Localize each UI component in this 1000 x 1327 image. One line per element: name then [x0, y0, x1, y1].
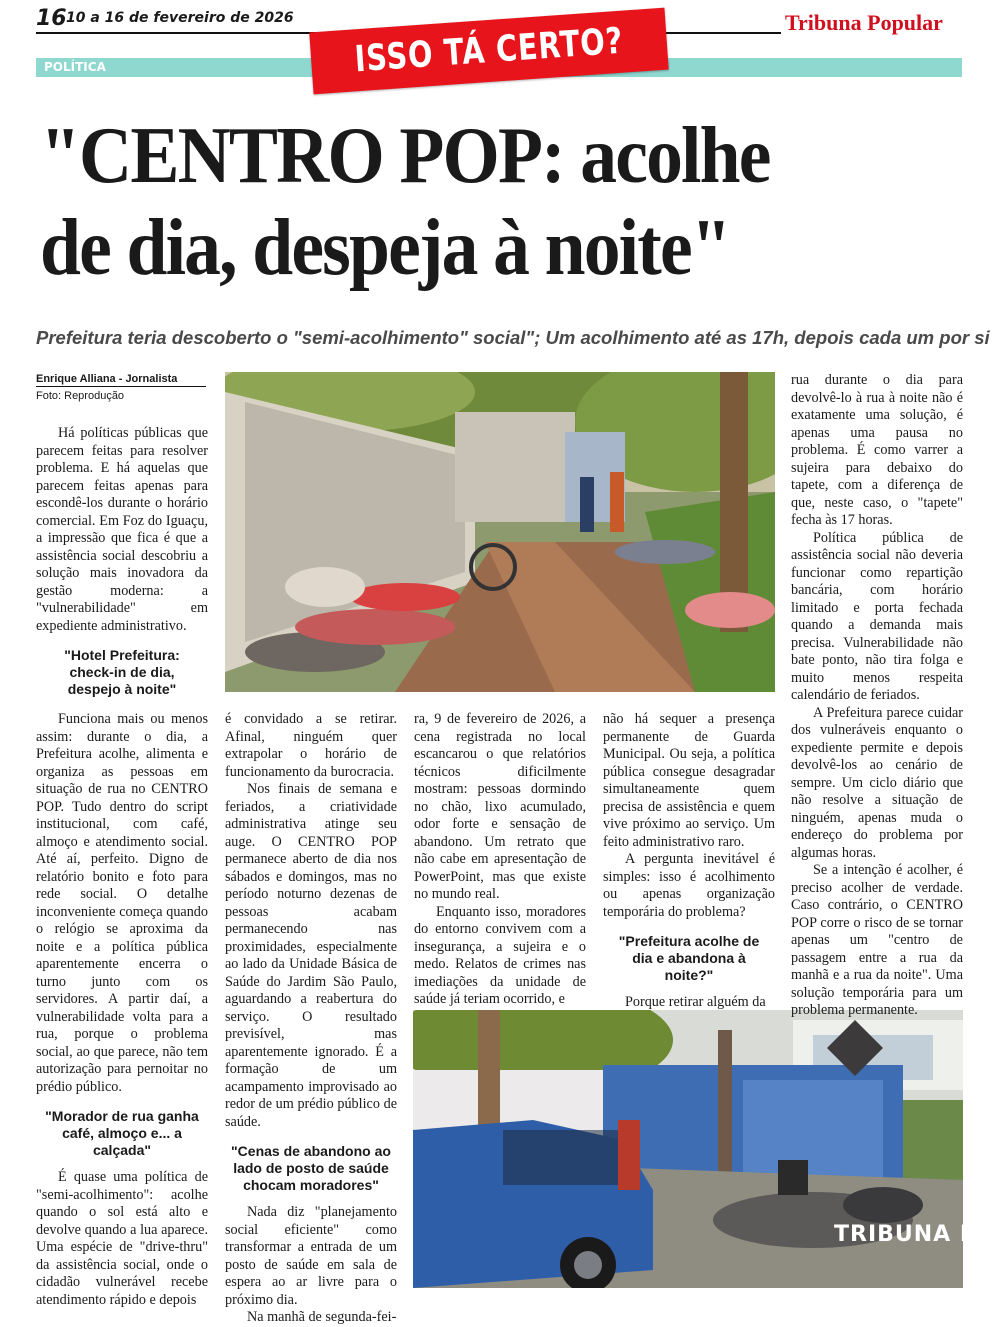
paragraph: Enquanto isso, moradores do entorno convivem com a insegurança, a sujeira e o medo. Relatos de crimes nas imediações da unidade de saúde já teriam ocorrido, e — [414, 903, 586, 1007]
paragraph: Se a intenção é acolher, é preciso acolher de verdade. Caso contrário, o CENTRO POP corre o risco de se tornar apenas um "centro de passagem entre a rua da manhã e a rua da noite". Uma solução temporária para um problema permanente. — [791, 862, 963, 1018]
paragraph: é convidado a se retirar. Afinal, ninguém quer extrapolar o horário de funcionamento da burocracia. — [225, 711, 397, 780]
paragraph: Porque retirar alguém da — [625, 994, 766, 1010]
subtitle: "Hotel Prefeitura: check-in de dia, despejo à noite" — [64, 647, 180, 697]
headline-line-1: "CENTRO POP: acolhe — [40, 112, 770, 200]
top-photo — [225, 372, 775, 692]
paragraph: Nada diz "planejamento social eficiente" como transformar a entrada de um posto de saúde em sala de espera ao ar livre para o próximo dia. — [225, 1204, 397, 1308]
column-1 — [36, 711, 208, 1309]
photo-credit: Foto: Reprodução — [36, 390, 125, 402]
column-4 — [603, 711, 775, 1012]
column-3 — [414, 711, 586, 1009]
paragraph: rua durante o dia para devolvê-lo à rua à noite não é exatamente uma solução, é apenas uma pausa no problema. É como varrer a sujeira para debaixo do tapete, com a diferença de que, neste caso, o "tapete" fecha às 17 horas. — [791, 372, 963, 528]
byline-author: Enrique Alliana - Jornalista — [36, 373, 178, 385]
paragraph: Política pública de assistência social não deveria funcionar como repartição bancária, com horário limitado e porta fechada quando a demanda mais precisa. Vulnerabilidade não bate ponto, não tira folga e muito menos respeita calendário de feriados. — [791, 529, 963, 703]
page-number: 16 — [36, 6, 67, 31]
street-scene-illustration — [225, 372, 775, 692]
column-5 — [791, 372, 963, 1020]
stamp-banner — [309, 8, 668, 95]
stamp-text: ISSO TÁ CERTO? — [353, 20, 625, 81]
headline-line-2: de dia, despeja à noite" — [40, 204, 730, 292]
paragraph: Funciona mais ou menos assim: durante o dia, a Prefeitura acolhe, alimenta e organiza as pessoas em situação de rua no CENTRO POP. Tudo dentro do script institucional, com café, almoço e atendimento social. Até aí, perfeito. Digno de relatório bonito e foto para rede social. O detalhe inconveniente começa quando o relógio se aproxima da noite e a política pública aparentemente encerra o turno junto com os servidores. A partir daí, a vulnerabilidade volta para a rua, porque o problema social, ao que parece, não tem autorização para pernoitar no prédio público. — [36, 711, 208, 1095]
paragraph: A Prefeitura parece cuidar dos vulneráveis enquanto o expediente permite e depois devolvê-los ao cenário de sempre. Um ciclo diário que não resolve a situação de ninguém, apenas muda o endereço do problema por algumas horas. — [791, 704, 963, 861]
column-2 — [225, 711, 397, 1327]
paragraph: Nos finais de semana e feriados, a criatividade administrativa atinge seu auge. O CENTRO POP permanece aberto de dia nos sábados e domingos, mas no período noturno dezenas de pessoas acabam permanecendo nas proximidades, especialmente ao lado da Unidade Básica de Saúde do Jardim São Paulo, aguardando a reabertura do serviço. O resultado previsível, mas aparentemente ignorado. É a formação de um acampamento improvisado ao redor de um prédio público de saúde. — [225, 781, 397, 1130]
paragraph: Na manhã de segunda-fei- — [247, 1309, 397, 1325]
subtitle: "Prefeitura acolhe de dia e abandona à noite?" — [618, 933, 760, 983]
section-label: POLÍTICA — [44, 60, 106, 74]
subtitle: "Morador de rua ganha café, almoço e... a calçada" — [45, 1108, 199, 1158]
paragraph: É quase uma política de "semi-acolhimento": acolhe quando o sol está alto e devolve quando a lua aparece. Uma espécie de "drive-thru" da assistência social, onde o cidadão vulnerável recebe atendimento rápido e depois — [36, 1169, 208, 1308]
paragraph: A pergunta inevitável é simples: isso é acolhimento ou apenas organização temporária do problema? — [603, 851, 775, 920]
subheadline: Prefeitura teria descoberto o "semi-acolhimento" social"; Um acolhimento até as 17h, depois cada um por si — [36, 327, 990, 348]
column-1-top — [36, 425, 208, 708]
paragraph: não há sequer a presença permanente de Guarda Municipal. Ou seja, a política pública consegue desagradar simultaneamente quem precisa de assistência e quem vive próximo ao serviço. Um feito administrativo raro. — [603, 711, 775, 850]
issue-date: 10 a 16 de fevereiro de 2026 — [66, 10, 294, 26]
newspaper-brand: Tribuna Popular — [785, 10, 943, 35]
headline — [40, 110, 896, 294]
subtitle: "Cenas de abandono ao lado de posto de saúde chocam moradores" — [231, 1143, 391, 1193]
photo-watermark: TRIBUNA FO — [834, 1222, 996, 1247]
paragraph: ra, 9 de fevereiro de 2026, a cena registrada no local escancarou o que relatórios técnicos dificilmente mostram: pessoas dormindo no chão, lixo acumulado, odor forte e sensação de abandono. Um retrato que não cabe em apresentação de PowerPoint, mas que existe no mundo real. — [414, 711, 586, 902]
paragraph: Há políticas públicas que parecem feitas para resolver problema. E há aquelas que parecem feitas apenas para escondê-los durante o horário comercial. Em Foz do Iguaçu, a impressão que fica é que a assistência social descobriu a solução mais inovadora da gestão moderna: a "vulnerabilidade" em expediente administrativo. — [36, 425, 208, 634]
byline-rule — [36, 386, 206, 387]
